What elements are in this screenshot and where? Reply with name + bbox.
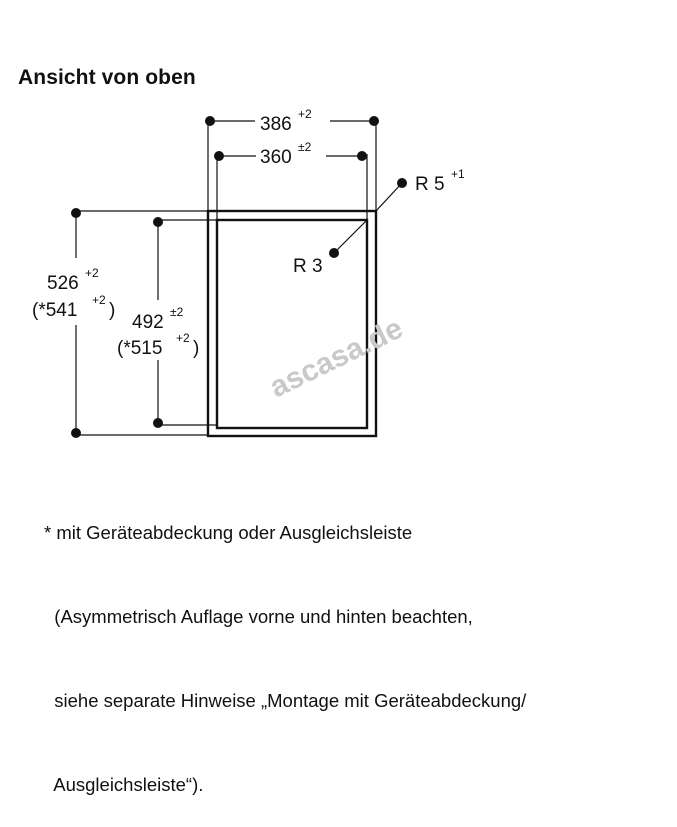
- depth-inner-alt-tolerance: +2: [176, 331, 190, 345]
- dim-dot: [205, 116, 215, 126]
- depth-outer-alt-close: ): [109, 300, 116, 321]
- dim-dot: [214, 151, 224, 161]
- watermark: ascasa.de: [264, 311, 409, 405]
- dim-width-outer: [208, 121, 376, 211]
- dim-dot: [329, 248, 339, 258]
- dim-dot: [369, 116, 379, 126]
- outer-outline: [208, 211, 376, 436]
- depth-inner-alt-value: (*515: [117, 338, 163, 359]
- width-inner-tolerance: ±2: [298, 140, 312, 154]
- depth-outer-tolerance: +2: [85, 266, 99, 280]
- dim-dot: [71, 208, 81, 218]
- dim-dot: [397, 178, 407, 188]
- footnote-line: * mit Geräteabdeckung oder Ausgleichsleiste: [44, 522, 413, 543]
- radius-outer-tolerance: +1: [451, 167, 465, 181]
- radius-inner-value: R 3: [293, 256, 323, 277]
- radius-inner-leader: [334, 220, 367, 253]
- width-outer-value: 386: [260, 114, 292, 135]
- depth-outer-alt-tolerance: +2: [92, 293, 106, 307]
- depth-outer-value: 526: [47, 273, 79, 294]
- radius-outer-leader: [376, 183, 402, 211]
- depth-inner-tolerance: ±2: [170, 305, 184, 319]
- dim-dot: [357, 151, 367, 161]
- footnote-line: (Asymmetrisch Auflage vorne und hinten beachten,: [44, 606, 473, 627]
- dim-dot: [153, 217, 163, 227]
- dim-dot: [71, 428, 81, 438]
- view-title: Ansicht von oben: [18, 66, 196, 89]
- footnote-line: Ausgleichsleiste“).: [44, 774, 204, 795]
- width-outer-tolerance: +2: [298, 107, 312, 121]
- footnote: [44, 463, 526, 827]
- depth-inner-value: 492: [132, 312, 164, 333]
- footnote-line: siehe separate Hinweise „Montage mit Geräteabdeckung/: [44, 690, 527, 711]
- radius-outer-value: R 5: [415, 174, 445, 195]
- depth-inner-alt-close: ): [193, 338, 200, 359]
- width-inner-value: 360: [260, 147, 292, 168]
- depth-outer-alt-value: (*541: [32, 300, 78, 321]
- dim-dot: [153, 418, 163, 428]
